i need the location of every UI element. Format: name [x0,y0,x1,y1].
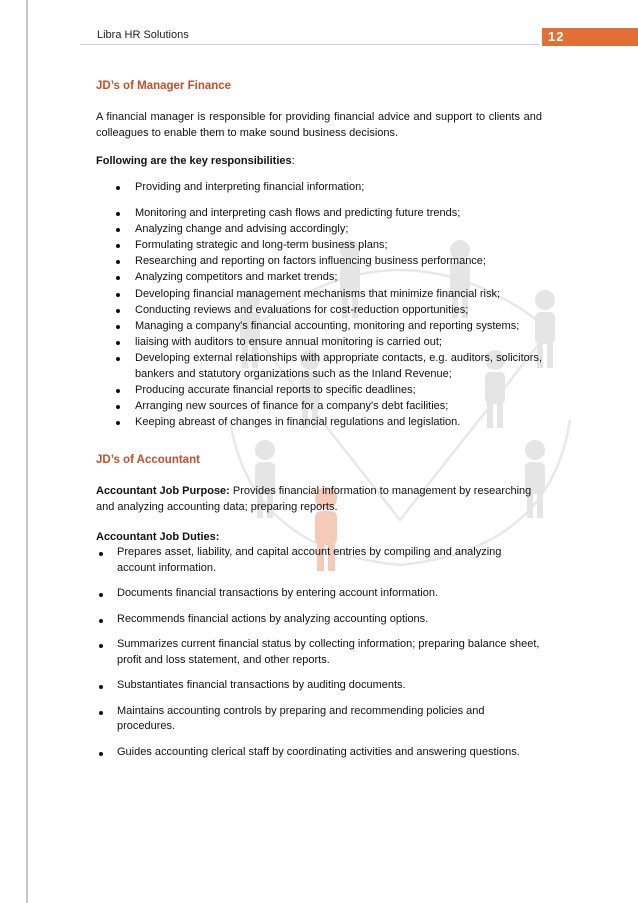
header-company-name: Libra HR Solutions [97,29,189,41]
header-divider [80,44,540,45]
accountant-purpose [96,483,542,515]
list-item: Keeping abreast of changes in financial regulations and legislation. [96,414,542,430]
accountant-duties-label: Accountant Job Duties: [96,531,220,544]
accountant-purpose-text: Provides financial information to management by researching and analyzing accounting data; preparing reports. [96,485,532,514]
responsibilities-lead-colon: : [291,155,295,167]
list-item: Formulating strategic and long-term business plans; [96,237,542,253]
left-margin-rule [26,0,28,903]
manager-finance-heading: JD’s of Manager Finance [96,80,232,92]
list-item: Substantiates financial transactions by auditing documents. [96,678,542,694]
list-item: Summarizes current financial status by collecting information; preparing balance sheet, profit and loss statement, and other reports. [96,637,542,668]
list-item: Guides accounting clerical staff by coordinating activities and answering questions. [96,745,542,761]
list-item: Arranging new sources of finance for a company's debt facilities; [96,398,542,414]
list-item: Analyzing competitors and market trends; [96,269,542,285]
list-item: Producing accurate financial reports to specific deadlines; [96,382,542,398]
accountant-heading: JD’s of Accountant [96,454,200,467]
list-item: Conducting reviews and evaluations for cost-reduction opportunities; [96,302,542,318]
list-item: Providing and interpreting financial information; [96,179,542,195]
responsibilities-list-continued [96,205,542,430]
responsibilities-lead [96,153,542,169]
page-number-badge: 12 [542,28,638,46]
responsibilities-list [96,179,542,195]
accountant-purpose-label: Accountant Job Purpose: [96,485,230,498]
list-item: Recommends financial actions by analyzing accounting options. [96,612,542,628]
list-item: Researching and reporting on factors influencing business performance; [96,253,542,269]
page-body [96,78,542,770]
list-item: liaising with auditors to ensure annual monitoring is carried out; [96,334,542,350]
list-item: Developing external relationships with appropriate contacts, e.g. auditors, solicitors, bankers and statutory organizations such as the Inland Revenue; [96,350,542,382]
list-item: Managing a company's financial accounting, monitoring and reporting systems; [96,318,542,334]
manager-finance-intro: A financial manager is responsible for providing financial advice and support to clients and colleagues to enable them to make sound business decisions. [96,111,542,139]
list-item: Documents financial transactions by entering account information. [96,586,542,602]
accountant-duties-list [96,545,542,760]
responsibilities-lead-bold: Following are the key responsibilities [96,155,292,167]
list-item: Developing financial management mechanisms that minimize financial risk; [96,286,542,302]
list-item: Maintains accounting controls by preparing and recommending policies and procedures. [96,704,542,735]
list-item: Monitoring and interpreting cash flows and predicting future trends; [96,205,542,221]
list-item: Analyzing change and advising accordingly; [96,221,542,237]
list-item: Prepares asset, liability, and capital account entries by compiling and analyzing account information. [96,545,542,576]
